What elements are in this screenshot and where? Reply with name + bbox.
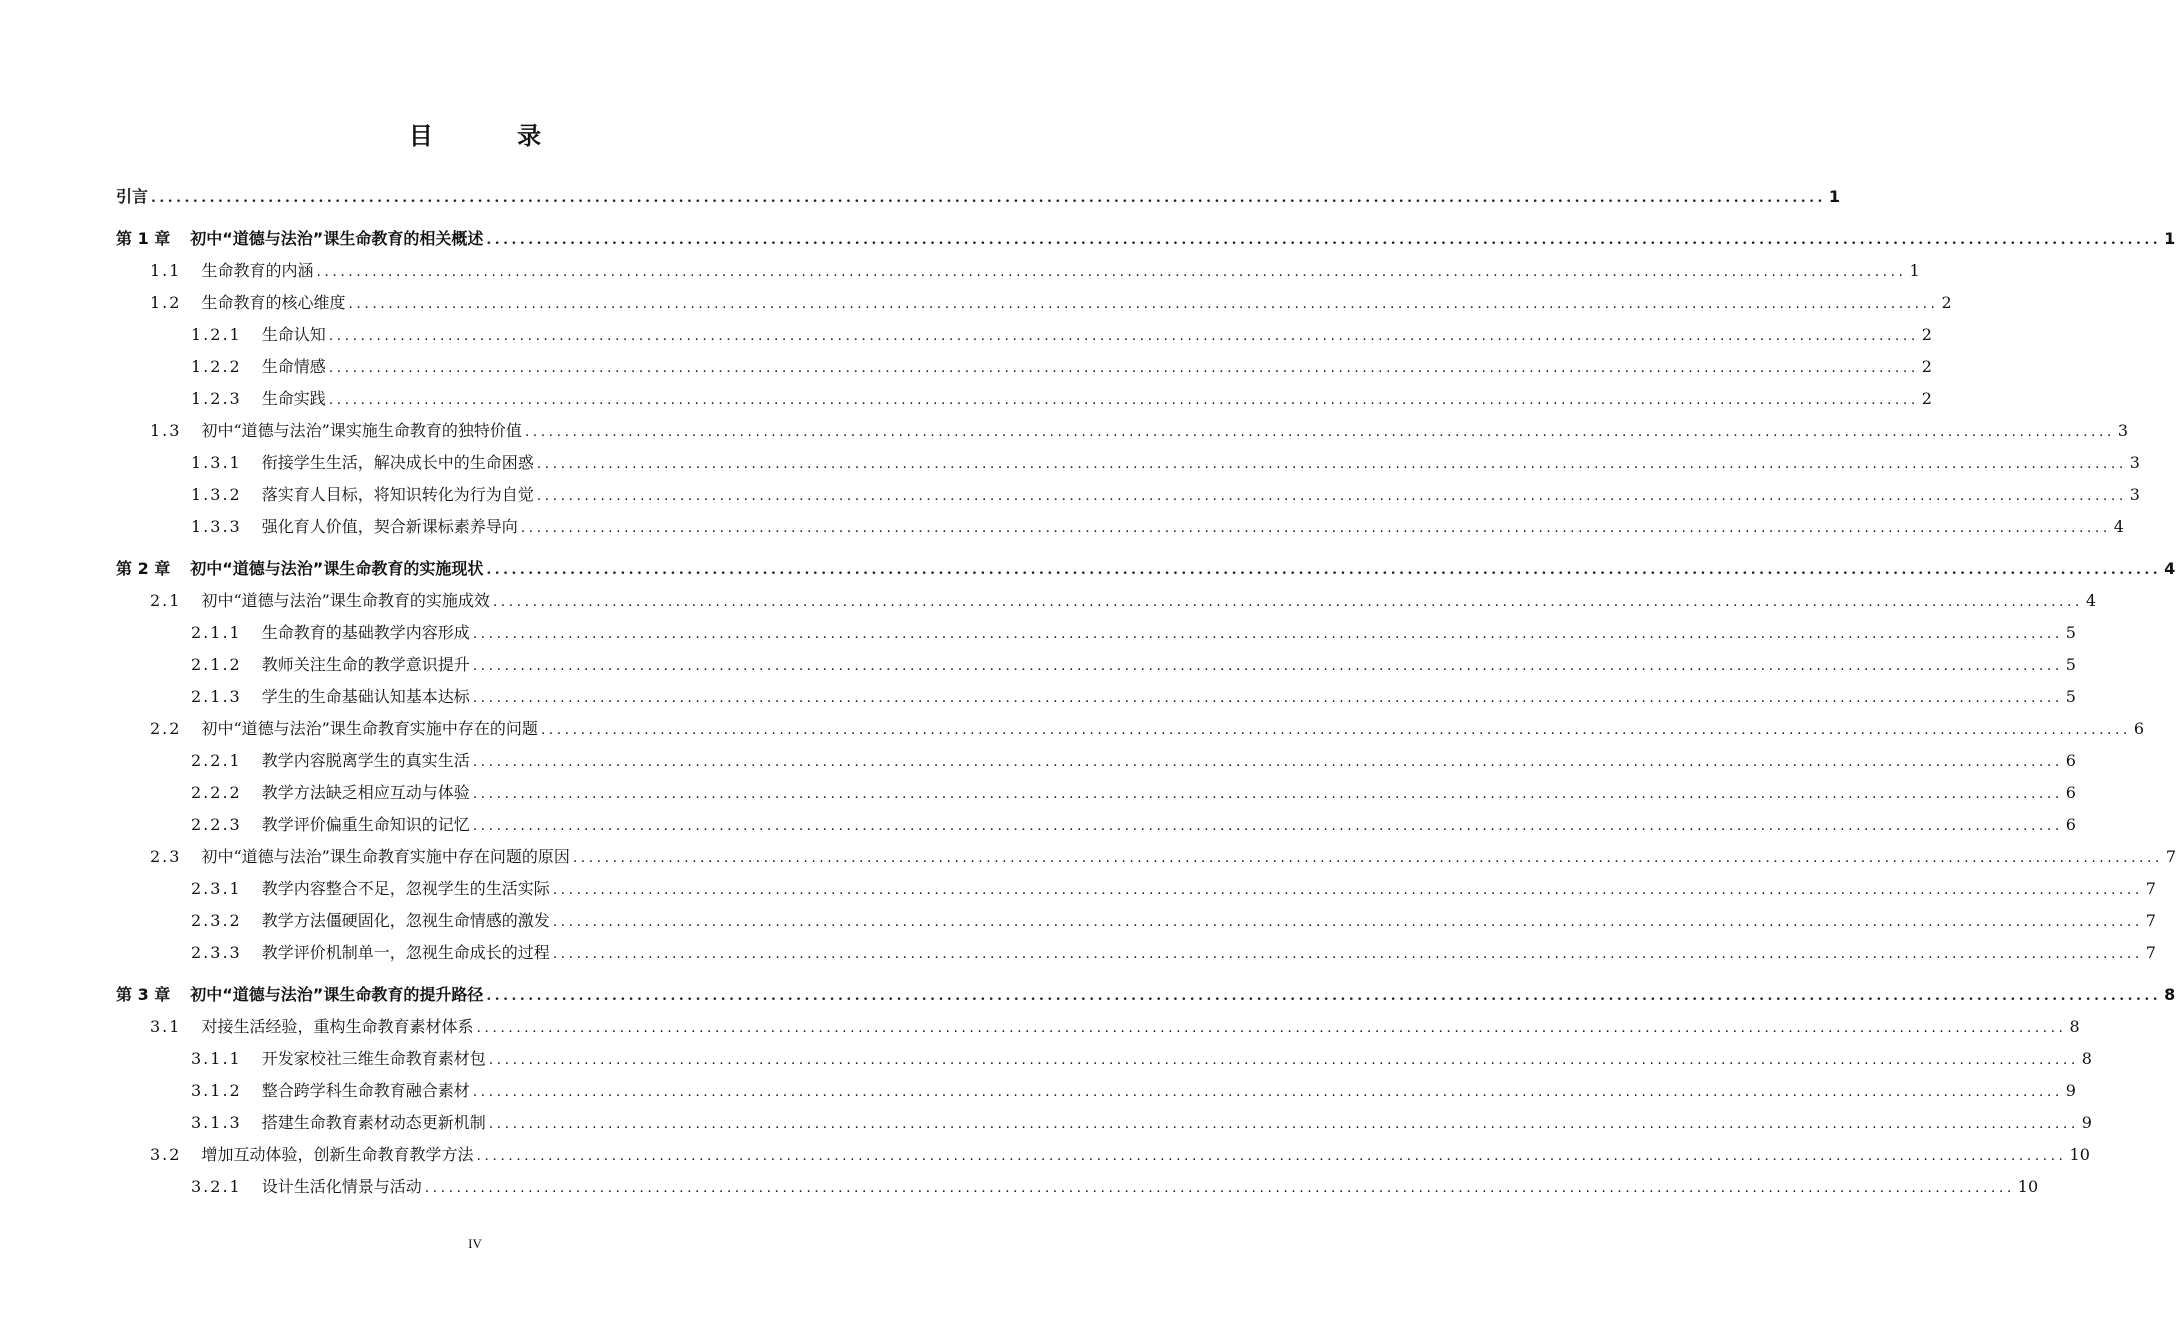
toc-entry-number: 1.2.1	[191, 325, 242, 344]
toc-entry-title	[191, 514, 518, 537]
toc-entry-number: 2.3	[150, 847, 182, 866]
toc-entry-number: 3.1.2	[191, 1081, 242, 1100]
dot-leader: ........................................................................................................................................................................................................	[486, 562, 2162, 578]
toc-entry-number: 1.2.3	[191, 389, 242, 408]
toc-entry-label: 初中“道德与法治”课生命教育的提升路径	[190, 985, 484, 1004]
toc-entry-label: 增加互动体验，创新生命教育教学方法	[201, 1145, 474, 1164]
toc-title: 目 录	[408, 122, 580, 150]
toc-entry[interactable]	[191, 652, 2076, 676]
toc-entry-title	[191, 652, 470, 675]
toc-entry-page: 7	[2145, 911, 2156, 930]
toc-entry-label: 落实育人目标，将知识转化为行为自觉	[261, 485, 534, 504]
toc-entry-page: 1	[1828, 187, 1840, 206]
toc-entry-title	[191, 908, 550, 931]
dot-leader: ........................................................................................................................................................................................................	[472, 658, 2063, 674]
toc-entry-number: 第 2 章	[116, 559, 171, 578]
toc-entry-page: 3	[2129, 453, 2140, 472]
toc-entry-label: 初中“道德与法治”课生命教育实施中存在问题的原因	[201, 847, 570, 866]
toc-entry[interactable]	[150, 290, 1952, 314]
toc-entry-label: 强化育人价值，契合新课标素养导向	[261, 517, 518, 536]
dot-leader: ........................................................................................................................................................................................................	[488, 1116, 2079, 1132]
toc-entry[interactable]	[191, 780, 2076, 804]
toc-entry-page: 2	[1921, 357, 1932, 376]
toc-entry-number: 2.3.1	[191, 879, 242, 898]
toc-entry-title	[191, 322, 326, 345]
toc-entry-page: 4	[2113, 517, 2124, 536]
toc-entry-title	[150, 258, 313, 281]
dot-leader: ........................................................................................................................................................................................................	[476, 1020, 2067, 1036]
toc-entry[interactable]	[150, 418, 2129, 442]
toc-entry-title	[116, 226, 483, 249]
toc-entry-number: 1.3.3	[191, 517, 242, 536]
toc-entry-label: 整合跨学科生命教育融合素材	[261, 1081, 470, 1100]
dot-leader: ........................................................................................................................................................................................................	[492, 594, 2083, 610]
dot-leader: ........................................................................................................................................................................................................	[328, 392, 1919, 408]
toc-entry-label: 初中“道德与法治”课生命教育的实施现状	[190, 559, 484, 578]
toc-entry-title	[150, 418, 522, 441]
toc-entry-page: 9	[2065, 1081, 2076, 1100]
toc-entry-label: 教学方法僵硬固化，忽视生命情感的激发	[261, 911, 550, 930]
toc-entry[interactable]	[116, 982, 2176, 1006]
dot-leader: ........................................................................................................................................................................................................	[536, 456, 2127, 472]
toc-entry-page: 10	[2069, 1145, 2090, 1164]
toc-entry-page: 4	[2085, 591, 2097, 610]
toc-entry-page: 8	[2069, 1017, 2080, 1036]
toc-entry-title	[191, 354, 326, 377]
toc-entry-number: 1.3	[150, 421, 182, 440]
toc-entry-label: 教师关注生命的教学意识提升	[261, 655, 470, 674]
toc-entry-title	[191, 1046, 486, 1069]
toc-entry-title	[191, 1078, 470, 1101]
toc-entry[interactable]	[191, 1046, 2092, 1070]
toc-entry-number: 3.2.1	[191, 1177, 242, 1196]
dot-leader: ........................................................................................................................................................................................................	[476, 1148, 2067, 1164]
toc-entry-label: 教学内容脱离学生的真实生活	[261, 751, 470, 770]
toc-entry[interactable]	[116, 556, 2176, 580]
toc-entry[interactable]	[150, 588, 2097, 612]
toc-entry-page: 7	[2145, 943, 2156, 962]
toc-entry-label: 生命教育的核心维度	[201, 293, 346, 312]
toc-entry[interactable]	[191, 450, 2140, 474]
toc-entry-title	[191, 1110, 486, 1133]
dot-leader: ........................................................................................................................................................................................................	[486, 988, 2162, 1004]
toc-entry-page: 7	[2145, 879, 2156, 898]
toc-entry-page: 6	[2133, 719, 2145, 738]
toc-entry-title	[191, 450, 534, 473]
dot-leader: ........................................................................................................................................................................................................	[316, 264, 1907, 280]
toc-entry[interactable]	[150, 258, 1920, 282]
toc-entry-label: 初中“道德与法治”课生命教育的相关概述	[190, 229, 484, 248]
toc-entry-page: 9	[2081, 1113, 2092, 1132]
toc-entry-page: 2	[1941, 293, 1952, 312]
toc-entry-label: 生命情感	[261, 357, 326, 376]
toc-entry-page: 3	[2129, 485, 2140, 504]
toc-entry-label: 生命认知	[261, 325, 326, 344]
toc-entry[interactable]	[150, 1142, 2090, 1166]
toc-entry[interactable]	[191, 876, 2156, 900]
toc-entry-title	[191, 812, 470, 835]
toc-entry-page: 3	[2117, 421, 2129, 440]
toc-entry-number: 2.2.1	[191, 751, 242, 770]
page-number-footer: IV	[468, 1236, 482, 1251]
toc-entry[interactable]	[191, 620, 2076, 644]
toc-entry-title	[116, 184, 148, 207]
toc-entry-page: 6	[2065, 783, 2076, 802]
toc-entry-title	[191, 780, 470, 803]
toc-entry-title	[191, 940, 550, 963]
toc-entry[interactable]	[191, 322, 1932, 346]
dot-leader: ........................................................................................................................................................................................................	[572, 850, 2163, 866]
toc-entry-label: 开发家校社三维生命教育素材包	[261, 1049, 486, 1068]
toc-entry-title	[191, 684, 470, 707]
toc-entry-number: 2.1.2	[191, 655, 242, 674]
toc-entry-number: 1.2.2	[191, 357, 242, 376]
toc-entry-number: 2.2	[150, 719, 182, 738]
toc-entry-title	[191, 386, 326, 409]
toc-entry-number: 3.2	[150, 1145, 182, 1164]
toc-entry-number: 2.1.3	[191, 687, 242, 706]
toc-entry-page: 2	[1921, 389, 1932, 408]
toc-entry-page: 8	[2081, 1049, 2092, 1068]
toc-entry-number: 3.1	[150, 1017, 182, 1036]
toc-entry-title	[150, 1142, 473, 1165]
toc-entry[interactable]	[191, 748, 2076, 772]
toc-entry-page: 5	[2065, 687, 2076, 706]
toc-entry-label: 衔接学生生活，解决成长中的生命困惑	[261, 453, 534, 472]
dot-leader: ........................................................................................................................................................................................................	[472, 754, 2063, 770]
toc-entry-label: 初中“道德与法治”课生命教育实施中存在的问题	[201, 719, 538, 738]
toc-entry-title	[150, 588, 490, 611]
toc-entry-page: 1	[2164, 229, 2176, 248]
dot-leader: ........................................................................................................................................................................................................	[486, 232, 2162, 248]
toc-entry[interactable]	[191, 812, 2076, 836]
toc-entry-page: 6	[2065, 815, 2076, 834]
toc-entry-page: 4	[2164, 559, 2176, 578]
toc-entry-title	[191, 620, 470, 643]
toc-entry-label: 对接生活经验，重构生命教育素材体系	[201, 1017, 474, 1036]
toc-entry-number: 第 3 章	[116, 985, 171, 1004]
toc-entry-number: 1.1	[150, 261, 182, 280]
toc-entry-label: 搭建生命教育素材动态更新机制	[261, 1113, 486, 1132]
dot-leader: ........................................................................................................................................................................................................	[524, 424, 2115, 440]
toc-entry-number: 3.1.1	[191, 1049, 242, 1068]
toc-entry-page: 7	[2165, 847, 2176, 866]
toc-entry-page: 8	[2164, 985, 2176, 1004]
dot-leader: ........................................................................................................................................................................................................	[328, 328, 1919, 344]
toc-entry[interactable]	[191, 354, 1932, 378]
toc-entry[interactable]	[191, 684, 2076, 708]
toc-entry-title	[191, 482, 534, 505]
toc-entry[interactable]	[191, 514, 2124, 538]
toc-entry[interactable]	[150, 1014, 2080, 1038]
toc-entry-number: 1.2	[150, 293, 182, 312]
dot-leader: ........................................................................................................................................................................................................	[151, 190, 1826, 206]
toc-entry-page: 2	[1921, 325, 1932, 344]
toc-entry[interactable]	[116, 226, 2176, 250]
toc-entry-title	[150, 290, 345, 313]
toc-entry-title	[191, 876, 550, 899]
toc-entry-title	[116, 556, 483, 579]
toc-entry[interactable]	[150, 716, 2145, 740]
toc-entry-title	[191, 748, 470, 771]
toc-entry-label: 学生的生命基础认知基本达标	[261, 687, 470, 706]
toc-entry-page: 10	[2017, 1177, 2039, 1196]
toc-entry[interactable]	[191, 1110, 2092, 1134]
dot-leader: ........................................................................................................................................................................................................	[424, 1180, 2015, 1196]
toc-entry[interactable]	[191, 940, 2156, 964]
dot-leader: ........................................................................................................................................................................................................	[472, 786, 2063, 802]
toc-entry-number: 2.3.3	[191, 943, 242, 962]
dot-leader: ........................................................................................................................................................................................................	[472, 626, 2063, 642]
toc-entry[interactable]	[116, 184, 1840, 208]
toc-entry-label: 引言	[116, 187, 149, 206]
toc-entry-label: 生命教育的内涵	[201, 261, 314, 280]
toc-entry-number: 2.1	[150, 591, 182, 610]
toc-entry-number: 第 1 章	[116, 229, 171, 248]
toc-entry-number: 3.1.3	[191, 1113, 242, 1132]
toc-entry-number: 2.1.1	[191, 623, 242, 642]
dot-leader: ........................................................................................................................................................................................................	[472, 690, 2063, 706]
toc-entry-number: 1.3.1	[191, 453, 242, 472]
toc-entry-page: 1	[1909, 261, 1920, 280]
toc-entry[interactable]	[191, 1174, 2039, 1198]
dot-leader: ........................................................................................................................................................................................................	[348, 296, 1939, 312]
dot-leader: ........................................................................................................................................................................................................	[472, 1084, 2063, 1100]
toc-entry[interactable]	[191, 386, 1932, 410]
dot-leader: ........................................................................................................................................................................................................	[552, 946, 2143, 962]
toc-entry-title	[150, 844, 570, 867]
toc-entry-label: 初中“道德与法治”课生命教育的实施成效	[201, 591, 490, 610]
toc-entry-title	[150, 1014, 473, 1037]
dot-leader: ........................................................................................................................................................................................................	[328, 360, 1919, 376]
dot-leader: ........................................................................................................................................................................................................	[488, 1052, 2079, 1068]
toc-entry-number: 1.3.2	[191, 485, 242, 504]
toc-entry-number: 2.2.2	[191, 783, 242, 802]
toc-entry-label: 设计生活化情景与活动	[261, 1177, 422, 1196]
toc-entry-page: 6	[2065, 751, 2076, 770]
toc-entry[interactable]	[191, 1078, 2076, 1102]
toc-entry[interactable]	[191, 908, 2156, 932]
toc-entry-number: 2.2.3	[191, 815, 242, 834]
toc-entry-page: 5	[2065, 655, 2076, 674]
toc-entry-label: 教学评价机制单一，忽视生命成长的过程	[261, 943, 550, 962]
dot-leader: ........................................................................................................................................................................................................	[552, 914, 2143, 930]
dot-leader: ........................................................................................................................................................................................................	[552, 882, 2143, 898]
toc-entry[interactable]	[150, 844, 2176, 868]
toc-entry[interactable]	[191, 482, 2140, 506]
toc-entry-title	[150, 716, 538, 739]
toc-entry-label: 初中“道德与法治”课实施生命教育的独特价值	[201, 421, 522, 440]
toc-entry-page: 5	[2065, 623, 2076, 642]
toc-entry-title	[116, 982, 483, 1005]
toc-entry-label: 生命实践	[261, 389, 326, 408]
toc-entry-label: 教学内容整合不足，忽视学生的生活实际	[261, 879, 550, 898]
dot-leader: ........................................................................................................................................................................................................	[540, 722, 2131, 738]
dot-leader: ........................................................................................................................................................................................................	[536, 488, 2127, 504]
dot-leader: ........................................................................................................................................................................................................	[520, 520, 2111, 536]
toc-entry-label: 教学方法缺乏相应互动与体验	[261, 783, 470, 802]
toc-entry-label: 教学评价偏重生命知识的记忆	[261, 815, 470, 834]
dot-leader: ........................................................................................................................................................................................................	[472, 818, 2063, 834]
toc-entry-label: 生命教育的基础教学内容形成	[261, 623, 470, 642]
toc-entry-number: 2.3.2	[191, 911, 242, 930]
toc-entry-title	[191, 1174, 422, 1197]
